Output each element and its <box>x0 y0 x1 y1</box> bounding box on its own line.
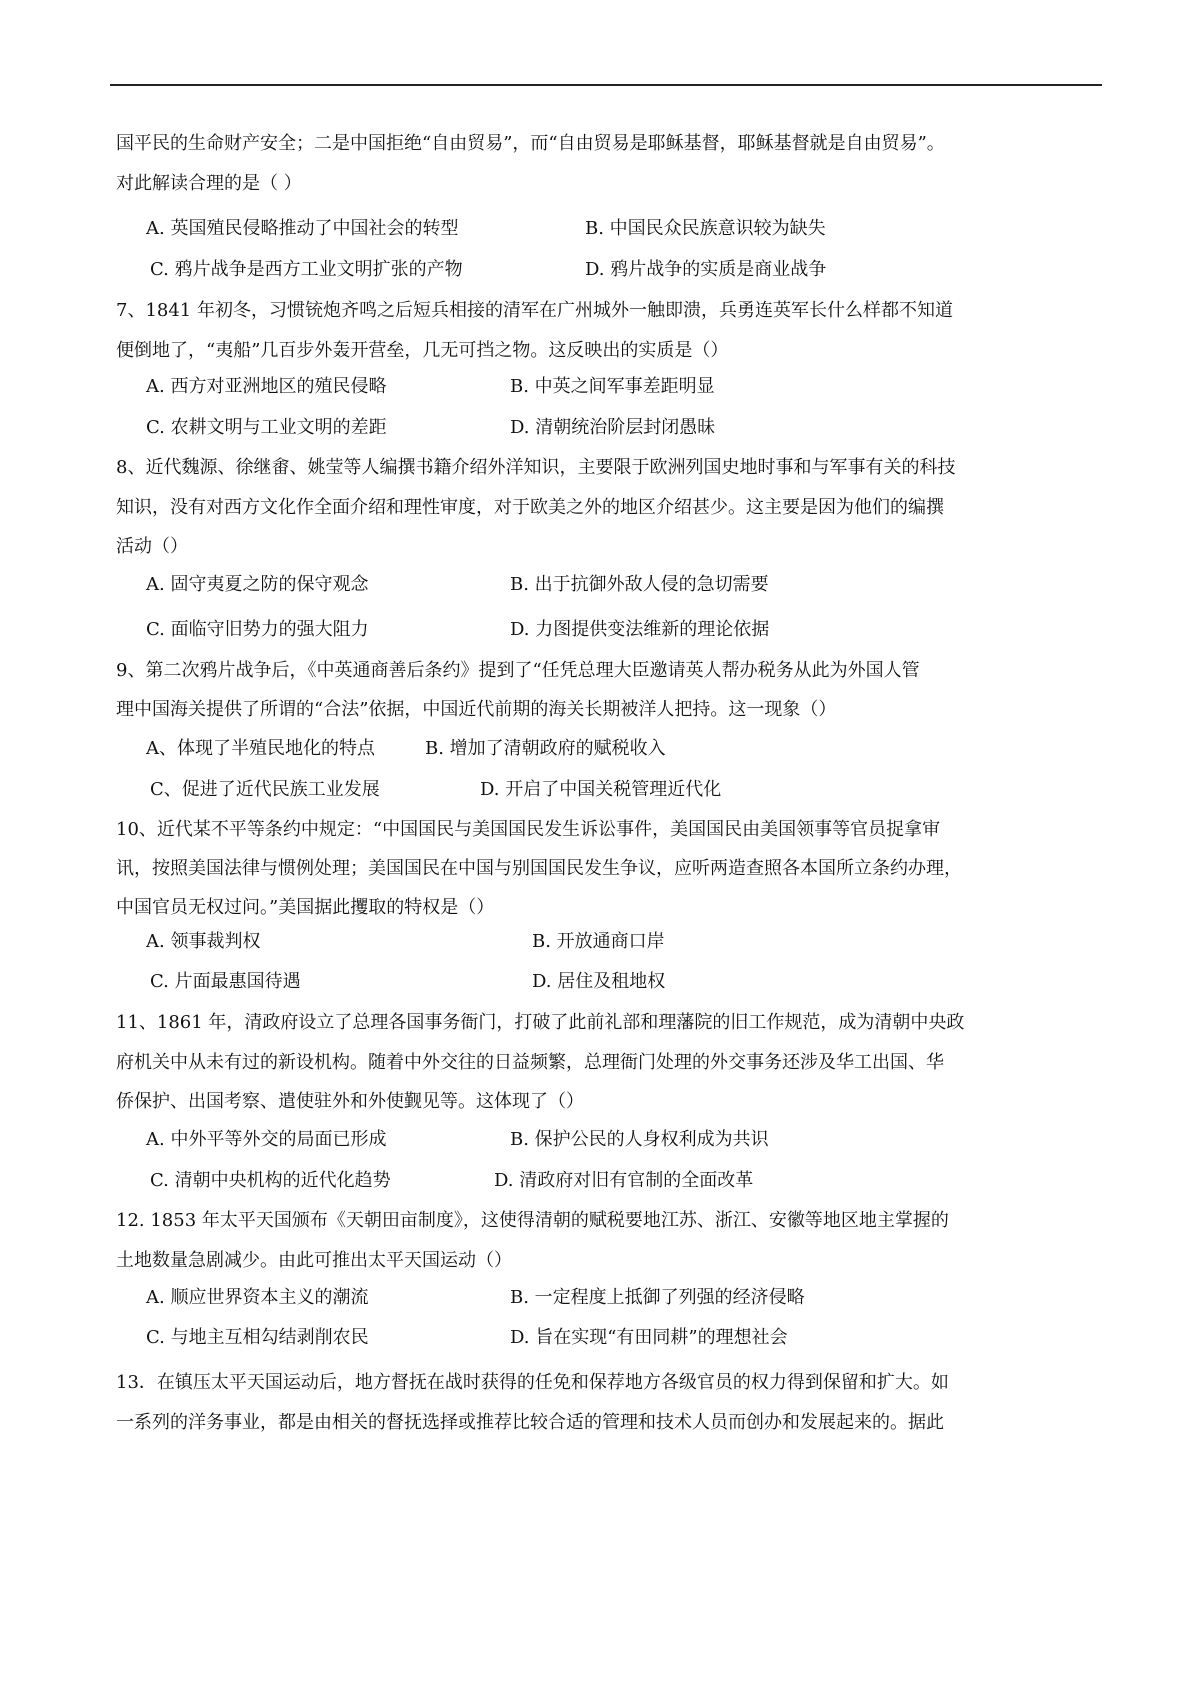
q11-option-b: B. 保护公民的人身权利成为共识 <box>510 1129 769 1150</box>
q8-text-line-1: 8、近代魏源、徐继畬、姚莹等人编撰书籍介绍外洋知识，主要限于欧洲列国史地时事和与军事有关的科技 <box>116 457 956 478</box>
q9-option-a: A、体现了半殖民地化的特点 <box>146 738 375 759</box>
q7-option-d: D. 清朝统治阶层封闭愚昧 <box>510 417 716 438</box>
q10-text-line-2: 讯，按照美国法律与惯例处理；美国国民在中国与别国国民发生争议，应听两造查照各本国所立条约办理， <box>116 858 962 879</box>
q13-text-line-2: 一系列的洋务事业，都是由相关的督抚选择或推荐比较合适的管理和技术人员而创办和发展起来的。据此 <box>116 1412 944 1433</box>
q6-text-line-2: 对此解读合理的是（ ） <box>116 173 302 194</box>
q11-option-c: C. 清朝中央机构的近代化趋势 <box>150 1170 391 1191</box>
q12-text-line-1: 12. 1853 年太平天国颁布《天朝田亩制度》，这使得清朝的赋税要地江苏、浙江、安徽等地区地主掌握的 <box>116 1210 949 1231</box>
q11-text-line-1: 11、1861 年，清政府设立了总理各国事务衙门，打破了此前礼部和理藩院的旧工作规范，成为清朝中央政 <box>116 1012 965 1033</box>
q10-text-line-3: 中国官员无权过问。”美国据此攫取的特权是（） <box>116 897 495 918</box>
q9-option-d: D. 开启了中国关税管理近代化 <box>480 779 722 800</box>
q11-text-line-2: 府机关中从未有过的新设机构。随着中外交往的日益频繁，总理衙门处理的外交事务还涉及华工出国、华 <box>116 1052 944 1073</box>
q9-text-line-1: 9、第二次鸦片战争后，《中英通商善后条约》提到了“任凭总理大臣邀请英人帮办税务从此为外国人管 <box>116 660 920 681</box>
q8-text-line-3: 活动（） <box>116 536 188 557</box>
q10-text-line-1: 10、近代某不平等条约中规定：“中国国民与美国国民发生诉讼事件，美国国民由美国领事等官员捉拿审 <box>116 819 941 840</box>
q8-option-d: D. 力图提供变法维新的理论依据 <box>510 619 770 640</box>
q8-option-c: C. 面临守旧势力的强大阻力 <box>146 619 369 640</box>
q7-text-line-1: 7、1841 年初冬，习惯铳炮齐鸣之后短兵相接的清军在广州城外一触即溃，兵勇连英军长什么样都不知道 <box>116 300 953 321</box>
q10-option-c: C. 片面最惠国待遇 <box>150 971 301 992</box>
q12-option-c: C. 与地主互相勾结剥削农民 <box>146 1327 369 1348</box>
q7-option-b: B. 中英之间军事差距明显 <box>510 376 715 397</box>
q10-option-a: A. 领事裁判权 <box>146 931 261 952</box>
q10-option-d: D. 居住及租地权 <box>532 971 666 992</box>
q9-text-line-2: 理中国海关提供了所谓的“合法”依据，中国近代前期的海关长期被洋人把持。这一现象（） <box>116 699 837 720</box>
q11-option-a: A. 中外平等外交的局面已形成 <box>146 1129 387 1150</box>
q8-text-line-2: 知识，没有对西方文化作全面介绍和理性审度，对于欧美之外的地区介绍甚少。这主要是因为他们的编撰 <box>116 497 944 518</box>
q7-option-a: A. 西方对亚洲地区的殖民侵略 <box>146 376 387 397</box>
q12-text-line-2: 土地数量急剧减少。由此可推出太平天国运动（） <box>116 1250 512 1271</box>
q6-text-line-1: 国平民的生命财产安全；二是中国拒绝“自由贸易”，而“自由贸易是耶稣基督，耶稣基督就是自由贸易”。 <box>116 133 945 154</box>
q11-option-d: D. 清政府对旧有官制的全面改革 <box>494 1170 754 1191</box>
q9-option-b: B. 增加了清朝政府的赋税收入 <box>425 738 666 759</box>
q9-option-c: C、促进了近代民族工业发展 <box>150 779 380 800</box>
q6-option-a: A. 英国殖民侵略推动了中国社会的转型 <box>146 218 459 239</box>
q7-text-line-2: 便倒地了，“夷船”几百步外轰开营垒，几无可挡之物。这反映出的实质是（） <box>116 340 729 361</box>
q10-option-b: B. 开放通商口岸 <box>532 931 665 952</box>
q8-option-a: A. 固守夷夏之防的保守观念 <box>146 574 369 595</box>
q8-option-b: B. 出于抗御外敌人侵的急切需要 <box>510 574 769 595</box>
q6-option-c: C. 鸦片战争是西方工业文明扩张的产物 <box>150 259 463 280</box>
q6-option-d: D. 鸦片战争的实质是商业战争 <box>585 259 827 280</box>
q12-option-a: A. 顺应世界资本主义的潮流 <box>146 1287 369 1308</box>
q12-option-d: D. 旨在实现“有田同耕”的理想社会 <box>510 1327 788 1348</box>
q11-text-line-3: 侨保护、出国考察、遣使驻外和外使觐见等。这体现了（） <box>116 1091 584 1112</box>
q7-option-c: C. 农耕文明与工业文明的差距 <box>146 417 387 438</box>
q12-option-b: B. 一定程度上抵御了列强的经济侵略 <box>510 1287 805 1308</box>
q13-text-line-1: 13．在镇压太平天国运动后，地方督抚在战时获得的任免和保荐地方各级官员的权力得到保留和扩大。如 <box>116 1372 949 1393</box>
header-rule <box>110 84 1102 86</box>
q6-option-b: B. 中国民众民族意识较为缺失 <box>585 218 826 239</box>
